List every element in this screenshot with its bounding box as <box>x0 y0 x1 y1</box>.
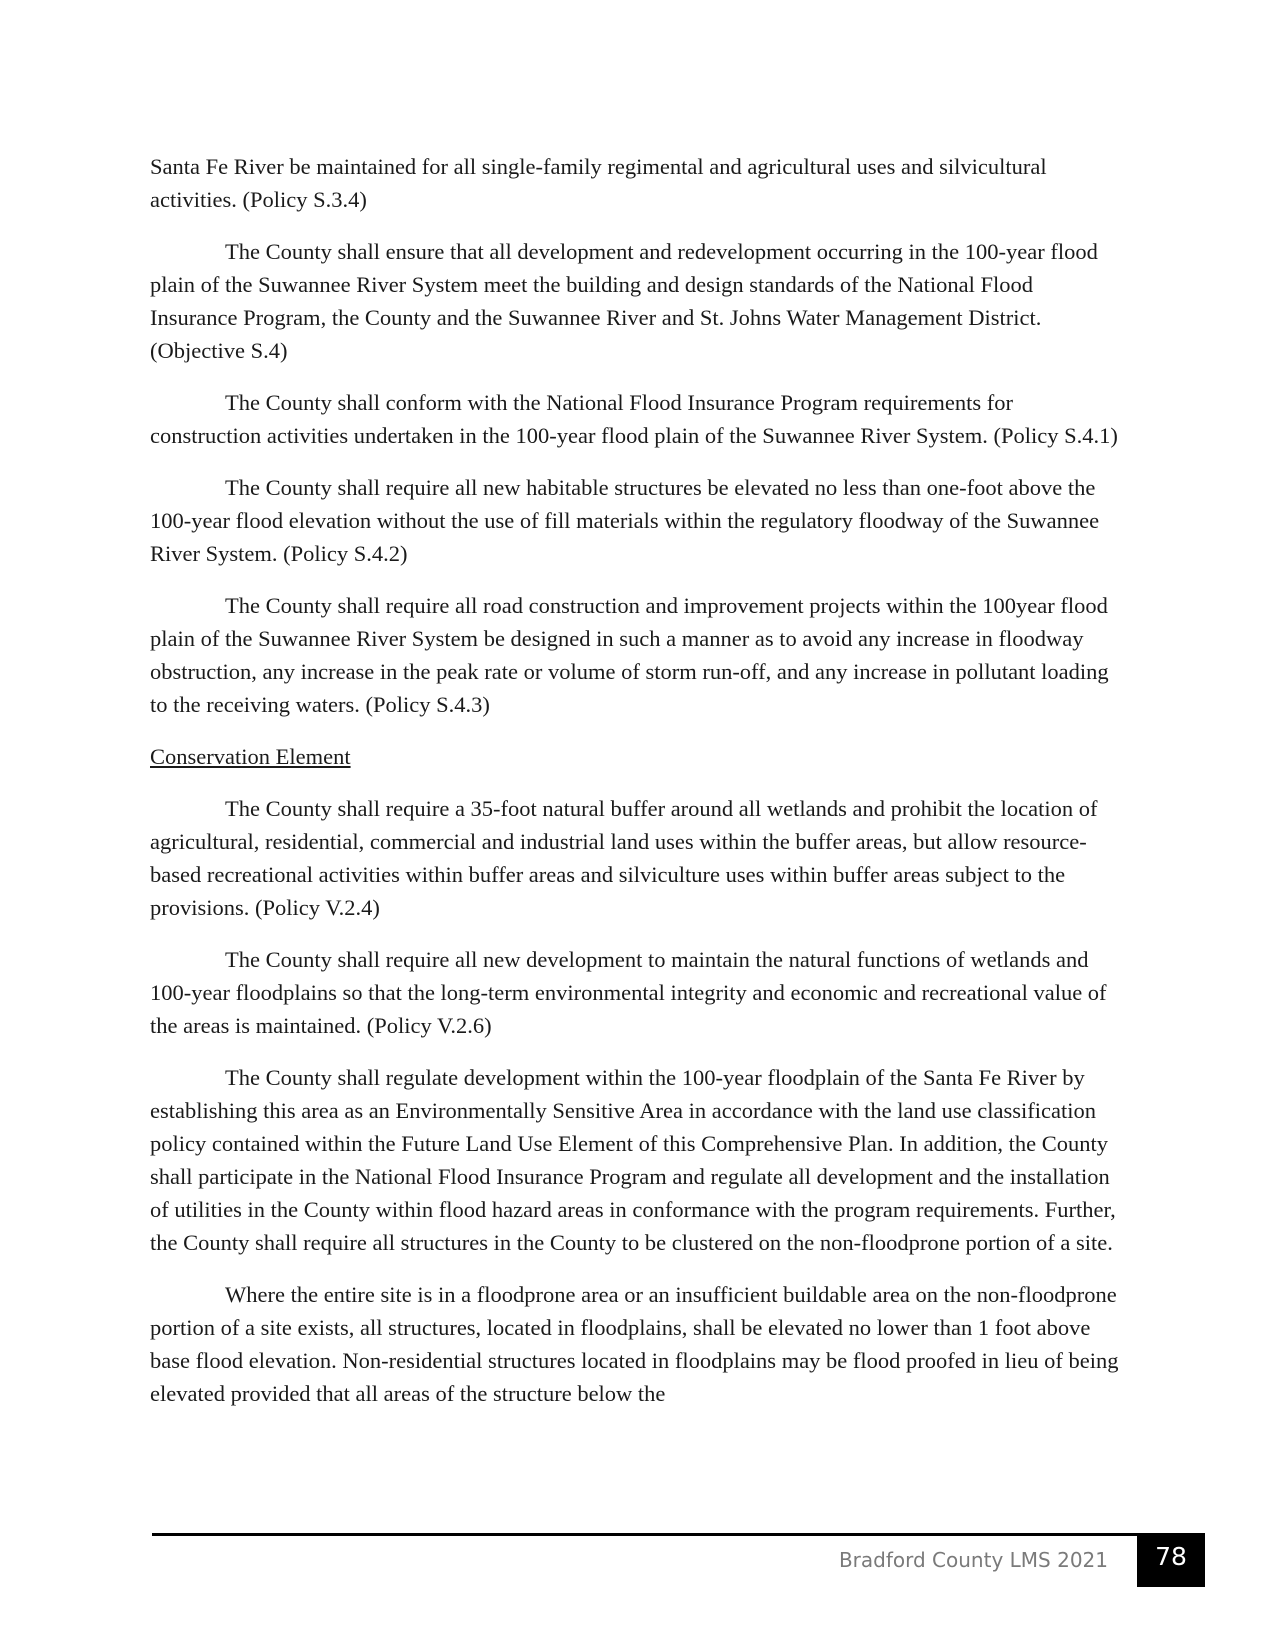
paragraph-policy-s41: The County shall conform with the National Flood Insurance Program requirements for construction activities undertaken in the 100-year flood plain of the Suwannee River System. (Policy S.4.1) <box>150 390 1118 448</box>
paragraph-floodprone-sites: Where the entire site is in a floodprone area or an insufficient buildable area on the non-floodprone portion of a site exists, all structures, located in floodplains, shall be elevated no lower than 1 foot above base flood elevation. Non-residential structures located in floodplains may be flood proofed in lieu of being elevated provided that all areas of the structure below the <box>150 1282 1119 1406</box>
footer-document-title: Bradford County LMS 2021 <box>838 1548 1108 1572</box>
paragraph-policy-v24: The County shall require a 35-foot natural buffer around all wetlands and prohibit the location of agricultural, residential, commercial and industrial land uses within the buffer areas, but allow resource- based recreational activities within buffer areas and silviculture uses within buffer areas subject to the provisions. (Policy V.2.4) <box>150 796 1098 920</box>
section-heading-conservation: Conservation Element <box>150 744 351 769</box>
paragraph-floodplain-regulation: The County shall regulate development within the 100-year floodplain of the Santa Fe River by establishing this area as an Environmentally Sensitive Area in accordance with the land use classification policy contained within the Future Land Use Element of this Comprehensive Plan. In addition, the County shall participate in the National Flood Insurance Program and regulate all development and the installation of utilities in the County within flood hazard areas in conformance with the program requirements. Further, the County shall require all structures in the County to be clustered on the non-floodprone portion of a site. <box>150 1065 1116 1255</box>
paragraph-continuation: Santa Fe River be maintained for all single-family regimental and agricultural uses and silvicultural activities. (Policy S.3.4) <box>150 154 1047 212</box>
paragraph-policy-v26: The County shall require all new development to maintain the natural functions of wetlands and 100-year floodplains so that the long-term environmental integrity and economic and recreational value of the areas is maintained. (Policy V.2.6) <box>150 947 1107 1038</box>
page-number: 78 <box>1137 1533 1205 1587</box>
paragraph-policy-s42: The County shall require all new habitable structures be elevated no less than one-foot above the 100-year flood elevation without the use of fill materials within the regulatory floodway of the Suwannee River System. (Policy S.4.2) <box>150 475 1100 566</box>
paragraph-objective-s4: The County shall ensure that all development and redevelopment occurring in the 100-year flood plain of the Suwannee River System meet the building and design standards of the National Flood Insurance Program, the County and the Suwannee River and St. Johns Water Management District. (Objective S.4) <box>150 239 1098 363</box>
footer-rule <box>152 1533 1137 1536</box>
paragraph-policy-s43: The County shall require all road construction and improvement projects within the 100year flood plain of the Suwannee River System be designed in such a manner as to avoid any increase in floodway obstruction, any increase in the peak rate or volume of storm run-off, and any increase in pollutant loading to the receiving waters. (Policy S.4.3) <box>150 593 1109 717</box>
page-body <box>150 150 1125 1429</box>
